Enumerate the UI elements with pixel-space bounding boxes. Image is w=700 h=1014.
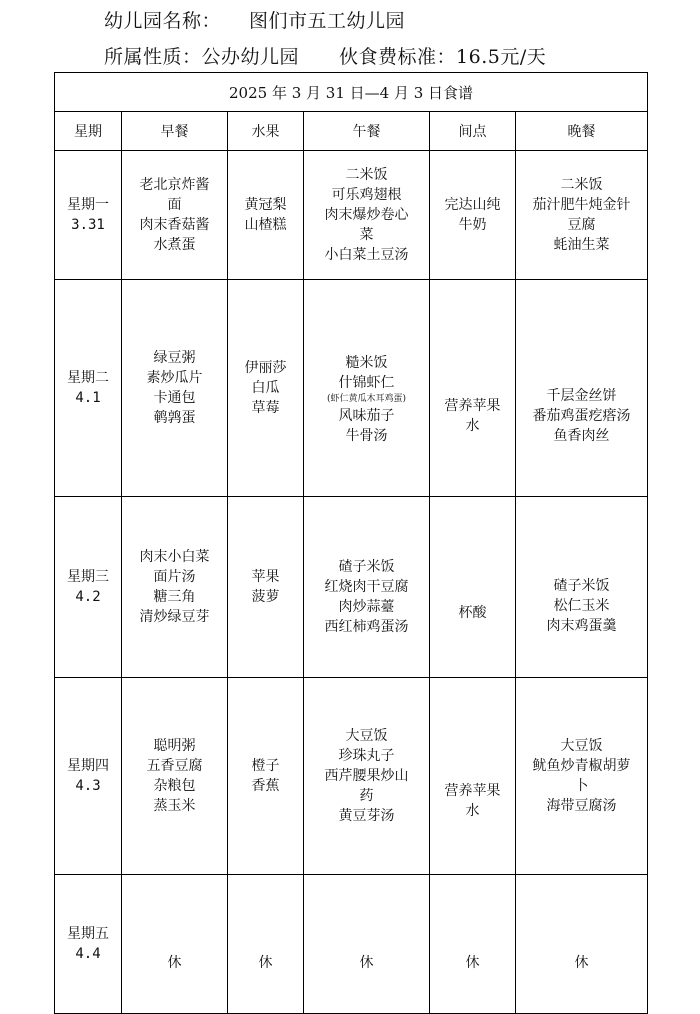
column-header-row [55, 112, 648, 151]
day-name: 星期二 [67, 370, 109, 386]
table-row [55, 151, 648, 280]
day-date: 4.3 [75, 778, 101, 794]
day-cell [55, 151, 122, 280]
dinner-cell [516, 280, 648, 497]
kindergarten-name-line [104, 6, 405, 33]
dinner-cell [516, 151, 648, 280]
menu-item: 草莓 [251, 400, 280, 416]
menu-item: 鱼香肉丝 [553, 428, 610, 444]
menu-item: 豆腐 [567, 217, 596, 233]
table-row [55, 875, 648, 1014]
menu-item: 肉末香菇酱 [139, 217, 210, 233]
menu-item: 黄冠梨 [244, 197, 287, 213]
col-header-snack: 间点 [430, 112, 516, 151]
menu-item: 大豆饭 [345, 728, 388, 744]
menu-item: 肉末小白菜 [139, 549, 210, 565]
col-header-fruit: 水果 [228, 112, 304, 151]
snack-cell [430, 151, 516, 280]
day-name: 星期一 [67, 197, 109, 213]
menu-item: 杯酸 [458, 605, 487, 621]
menu-item: 休 [574, 955, 589, 971]
fruit-cell [228, 875, 304, 1014]
menu-item: 素炒瓜片 [146, 370, 203, 386]
menu-item: 碴子米饭 [553, 578, 610, 594]
menu-item: 完达山纯 [444, 197, 501, 213]
breakfast-cell [122, 280, 228, 497]
menu-item: 水煮蛋 [153, 237, 196, 253]
table-row [55, 678, 648, 875]
table-row [55, 497, 648, 678]
col-header-breakfast: 早餐 [122, 112, 228, 151]
menu-item: 鹌鹑蛋 [153, 410, 196, 426]
dinner-cell [516, 875, 648, 1014]
nature-value: 公办幼儿园 [201, 46, 300, 68]
kindergarten-name-label: 幼儿园名称： [104, 10, 222, 32]
menu-item-note: (虾仁黄瓜木耳鸡蛋) [326, 393, 407, 404]
fruit-cell [228, 151, 304, 280]
menu-item: 面 [167, 197, 182, 213]
snack-cell [430, 875, 516, 1014]
menu-item: 营养苹果 [444, 398, 501, 414]
menu-item: 牛骨汤 [345, 427, 388, 444]
menu-item: 山楂糕 [244, 217, 287, 233]
table-title: 2025 年 3 月 31 日—4 月 3 日食谱 [55, 73, 648, 112]
col-header-dinner: 晚餐 [516, 112, 648, 151]
menu-item: 水 [465, 418, 480, 434]
menu-item: 菠萝 [251, 589, 280, 605]
lunch-cell [304, 280, 430, 497]
menu-item: 茄汁肥牛炖金针 [532, 197, 631, 213]
menu-item: 可乐鸡翅根 [331, 187, 402, 203]
menu-item: 黄豆芽汤 [338, 808, 395, 824]
menu-item: 松仁玉米 [553, 598, 610, 614]
menu-item: 营养苹果 [444, 783, 501, 799]
day-date: 4.1 [75, 390, 101, 406]
dinner-cell [516, 678, 648, 875]
menu-item: 二米饭 [345, 167, 388, 183]
menu-item: 西红柿鸡蛋汤 [324, 619, 409, 635]
nature-label: 所属性质： [104, 46, 202, 68]
menu-item: 番茄鸡蛋疙瘩汤 [532, 408, 631, 424]
menu-item: 杂粮包 [153, 778, 196, 794]
day-date: 4.2 [75, 589, 101, 605]
menu-item: 风味茄子 [338, 407, 395, 424]
day-cell [55, 678, 122, 875]
menu-item: 糙米饭 [345, 354, 388, 371]
breakfast-cell [122, 151, 228, 280]
menu-item: 小白菜土豆汤 [324, 247, 409, 263]
menu-item: 绿豆粥 [153, 350, 196, 366]
lunch-cell [304, 497, 430, 678]
menu-item: 白瓜 [251, 380, 280, 396]
snack-cell [430, 678, 516, 875]
dinner-cell [516, 497, 648, 678]
day-cell [55, 280, 122, 497]
menu-item: 珍珠丸子 [338, 748, 395, 764]
menu-item: 药 [359, 788, 374, 804]
menu-item: 海带豆腐汤 [546, 798, 617, 814]
fruit-cell [228, 280, 304, 497]
menu-item: 西芹腰果炒山 [324, 768, 409, 784]
menu-item: 五香豆腐 [146, 758, 203, 774]
menu-item: 菜 [359, 227, 374, 243]
menu-item: 面片汤 [153, 569, 196, 585]
menu-item: 卜 [574, 778, 589, 794]
nature-fee-line [104, 42, 546, 69]
day-name: 星期四 [67, 758, 109, 774]
menu-item: 香蕉 [251, 778, 280, 794]
menu-item: 老北京炸酱 [139, 177, 210, 193]
breakfast-cell [122, 497, 228, 678]
kindergarten-name-value: 图们市五工幼儿园 [249, 10, 406, 32]
day-name: 星期五 [67, 926, 109, 942]
lunch-cell [304, 875, 430, 1014]
menu-item: 蒸玉米 [153, 798, 196, 814]
day-name: 星期三 [67, 569, 109, 585]
fruit-cell [228, 497, 304, 678]
menu-item: 休 [167, 955, 182, 971]
day-date: 3.31 [71, 217, 105, 233]
menu-item: 聪明粥 [153, 738, 196, 754]
menu-item: 肉末爆炒卷心 [324, 207, 409, 223]
menu-item: 卡通包 [153, 390, 196, 406]
menu-item: 休 [258, 955, 273, 971]
snack-cell [430, 280, 516, 497]
menu-item: 橙子 [251, 758, 280, 774]
menu-item: 糖三角 [153, 589, 196, 605]
menu-item: 休 [465, 955, 480, 971]
menu-item: 红烧肉干豆腐 [324, 579, 409, 595]
breakfast-cell [122, 678, 228, 875]
menu-item: 碴子米饭 [338, 559, 395, 575]
lunch-cell [304, 678, 430, 875]
menu-item: 蚝油生菜 [553, 237, 610, 253]
menu-item: 肉炒蒜薹 [338, 599, 395, 615]
lunch-cell [304, 151, 430, 280]
table-row [55, 280, 648, 497]
menu-item: 大豆饭 [560, 738, 603, 754]
menu-item: 清炒绿豆芽 [139, 609, 210, 625]
menu-item: 水 [465, 803, 480, 819]
col-header-lunch: 午餐 [304, 112, 430, 151]
day-cell [55, 875, 122, 1014]
snack-cell [430, 497, 516, 678]
menu-item: 牛奶 [458, 217, 487, 233]
menu-item: 千层金丝饼 [546, 388, 617, 404]
fee-value: 16.5元/天 [456, 46, 547, 68]
menu-item: 休 [359, 955, 374, 971]
menu-item: 苹果 [251, 569, 280, 585]
day-cell [55, 497, 122, 678]
menu-item: 二米饭 [560, 177, 603, 193]
menu-item: 伊丽莎 [244, 360, 287, 376]
menu-table [54, 72, 648, 1014]
menu-item: 鱿鱼炒青椒胡萝 [532, 758, 631, 774]
breakfast-cell [122, 875, 228, 1014]
day-date: 4.4 [75, 946, 101, 962]
menu-item: 肉末鸡蛋羹 [546, 618, 617, 634]
fee-label: 伙食费标准： [339, 46, 457, 68]
menu-item: 什锦虾仁 [338, 374, 395, 391]
col-header-day: 星期 [55, 112, 122, 151]
fruit-cell [228, 678, 304, 875]
